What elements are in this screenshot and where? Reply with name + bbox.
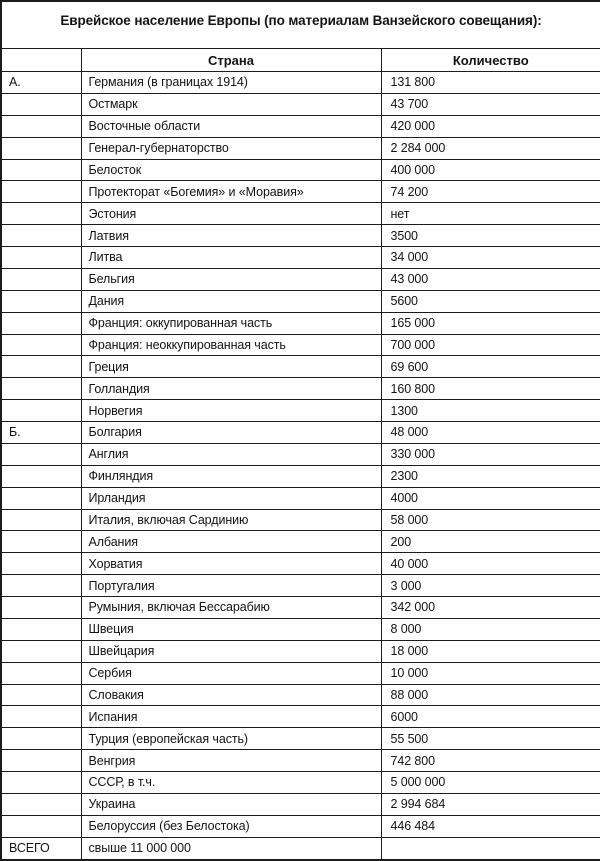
table-row bbox=[1, 378, 600, 400]
cell-country: Болгария bbox=[81, 422, 381, 444]
cell-group bbox=[1, 465, 81, 487]
table-row bbox=[1, 422, 600, 444]
cell-country: Албания bbox=[81, 531, 381, 553]
cell-count: 700 000 bbox=[381, 334, 600, 356]
cell-group bbox=[1, 93, 81, 115]
table-row bbox=[1, 312, 600, 334]
cell-country: Португалия bbox=[81, 575, 381, 597]
table-row bbox=[1, 597, 600, 619]
cell-group bbox=[1, 815, 81, 837]
cell-count: 43 700 bbox=[381, 93, 600, 115]
cell-group bbox=[1, 531, 81, 553]
cell-count: 74 200 bbox=[381, 181, 600, 203]
cell-count: 330 000 bbox=[381, 443, 600, 465]
table-row bbox=[1, 793, 600, 815]
cell-country: Англия bbox=[81, 443, 381, 465]
cell-country: Франция: неоккупированная часть bbox=[81, 334, 381, 356]
cell-country: СССР, в т.ч. bbox=[81, 772, 381, 794]
cell-group bbox=[1, 290, 81, 312]
cell-group bbox=[1, 268, 81, 290]
table-row bbox=[1, 159, 600, 181]
cell-country: Белосток bbox=[81, 159, 381, 181]
table-row bbox=[1, 268, 600, 290]
cell-country: Белоруссия (без Белостока) bbox=[81, 815, 381, 837]
cell-group bbox=[1, 378, 81, 400]
table-row bbox=[1, 115, 600, 137]
cell-group bbox=[1, 137, 81, 159]
cell-group bbox=[1, 225, 81, 247]
table-row bbox=[1, 706, 600, 728]
cell-group bbox=[1, 575, 81, 597]
cell-count bbox=[381, 837, 600, 860]
cell-country: Венгрия bbox=[81, 750, 381, 772]
cell-count: 2300 bbox=[381, 465, 600, 487]
cell-group bbox=[1, 487, 81, 509]
cell-country: Протекторат «Богемия» и «Моравия» bbox=[81, 181, 381, 203]
cell-count: 10 000 bbox=[381, 662, 600, 684]
cell-count: 160 800 bbox=[381, 378, 600, 400]
cell-country: Италия, включая Сардинию bbox=[81, 509, 381, 531]
cell-country: Генерал-губернаторство bbox=[81, 137, 381, 159]
cell-group bbox=[1, 618, 81, 640]
table-row bbox=[1, 290, 600, 312]
cell-count: 6000 bbox=[381, 706, 600, 728]
cell-country: Эстония bbox=[81, 203, 381, 225]
cell-count: 3500 bbox=[381, 225, 600, 247]
cell-count: 200 bbox=[381, 531, 600, 553]
cell-country: Бельгия bbox=[81, 268, 381, 290]
cell-count: 1300 bbox=[381, 400, 600, 422]
cell-count: 400 000 bbox=[381, 159, 600, 181]
cell-count: 2 994 684 bbox=[381, 793, 600, 815]
cell-count: 165 000 bbox=[381, 312, 600, 334]
cell-country: Украина bbox=[81, 793, 381, 815]
cell-group bbox=[1, 509, 81, 531]
table-row bbox=[1, 443, 600, 465]
cell-count: 4000 bbox=[381, 487, 600, 509]
cell-group: ВСЕГО bbox=[1, 837, 81, 860]
cell-country: Латвия bbox=[81, 225, 381, 247]
cell-group bbox=[1, 334, 81, 356]
cell-country: Словакия bbox=[81, 684, 381, 706]
table-row bbox=[1, 509, 600, 531]
cell-country: Финляндия bbox=[81, 465, 381, 487]
cell-country: Турция (европейская часть) bbox=[81, 728, 381, 750]
table-row bbox=[1, 815, 600, 837]
cell-country: Франция: оккупированная часть bbox=[81, 312, 381, 334]
table-row bbox=[1, 553, 600, 575]
table-title: Еврейское население Европы (по материалам Ванзейского совещания): bbox=[1, 1, 600, 49]
title-row bbox=[1, 1, 600, 49]
header-row bbox=[1, 49, 600, 72]
cell-country: Румыния, включая Бессарабию bbox=[81, 597, 381, 619]
cell-count: 48 000 bbox=[381, 422, 600, 444]
table-row bbox=[1, 837, 600, 860]
cell-group bbox=[1, 159, 81, 181]
cell-count: 58 000 bbox=[381, 509, 600, 531]
header-count: Количество bbox=[381, 49, 600, 72]
table-row bbox=[1, 575, 600, 597]
table-row bbox=[1, 640, 600, 662]
table-row bbox=[1, 772, 600, 794]
cell-count: 446 484 bbox=[381, 815, 600, 837]
table-row bbox=[1, 137, 600, 159]
cell-group bbox=[1, 400, 81, 422]
cell-country: Голландия bbox=[81, 378, 381, 400]
cell-country: Германия (в границах 1914) bbox=[81, 72, 381, 94]
cell-count: 2 284 000 bbox=[381, 137, 600, 159]
cell-group bbox=[1, 597, 81, 619]
cell-group bbox=[1, 772, 81, 794]
cell-group bbox=[1, 181, 81, 203]
cell-group bbox=[1, 793, 81, 815]
table-row bbox=[1, 72, 600, 94]
cell-group bbox=[1, 203, 81, 225]
table-row bbox=[1, 662, 600, 684]
cell-group bbox=[1, 728, 81, 750]
cell-group bbox=[1, 684, 81, 706]
cell-group bbox=[1, 312, 81, 334]
cell-count: 342 000 bbox=[381, 597, 600, 619]
cell-count: 18 000 bbox=[381, 640, 600, 662]
cell-group bbox=[1, 662, 81, 684]
cell-group bbox=[1, 443, 81, 465]
cell-group bbox=[1, 356, 81, 378]
cell-country: Восточные области bbox=[81, 115, 381, 137]
cell-count: 55 500 bbox=[381, 728, 600, 750]
cell-count: 5 000 000 bbox=[381, 772, 600, 794]
cell-group bbox=[1, 115, 81, 137]
cell-count: 742 800 bbox=[381, 750, 600, 772]
cell-country: Норвегия bbox=[81, 400, 381, 422]
cell-count: 34 000 bbox=[381, 247, 600, 269]
table-row bbox=[1, 684, 600, 706]
cell-count: 69 600 bbox=[381, 356, 600, 378]
cell-group: Б. bbox=[1, 422, 81, 444]
cell-count: 420 000 bbox=[381, 115, 600, 137]
cell-country: Литва bbox=[81, 247, 381, 269]
cell-country: Хорватия bbox=[81, 553, 381, 575]
table-row bbox=[1, 181, 600, 203]
cell-group: А. bbox=[1, 72, 81, 94]
cell-count: 5600 bbox=[381, 290, 600, 312]
cell-country: Сербия bbox=[81, 662, 381, 684]
table-row bbox=[1, 750, 600, 772]
cell-group bbox=[1, 640, 81, 662]
cell-count: 43 000 bbox=[381, 268, 600, 290]
header-country: Страна bbox=[81, 49, 381, 72]
table-row bbox=[1, 334, 600, 356]
table-row bbox=[1, 247, 600, 269]
table-row bbox=[1, 531, 600, 553]
cell-count: 131 800 bbox=[381, 72, 600, 94]
table-row bbox=[1, 487, 600, 509]
cell-group bbox=[1, 750, 81, 772]
cell-group bbox=[1, 706, 81, 728]
cell-group bbox=[1, 247, 81, 269]
table-row bbox=[1, 465, 600, 487]
header-group-empty bbox=[1, 49, 81, 72]
table-row bbox=[1, 728, 600, 750]
cell-country: Ирландия bbox=[81, 487, 381, 509]
table-body bbox=[1, 72, 600, 861]
cell-country: Испания bbox=[81, 706, 381, 728]
cell-count: 40 000 bbox=[381, 553, 600, 575]
cell-count: 3 000 bbox=[381, 575, 600, 597]
table-row bbox=[1, 356, 600, 378]
cell-count: 8 000 bbox=[381, 618, 600, 640]
table-row bbox=[1, 93, 600, 115]
cell-country: Дания bbox=[81, 290, 381, 312]
cell-country: Греция bbox=[81, 356, 381, 378]
cell-country: Швеция bbox=[81, 618, 381, 640]
cell-country: Швейцария bbox=[81, 640, 381, 662]
cell-group bbox=[1, 553, 81, 575]
table-row bbox=[1, 225, 600, 247]
cell-country: свыше 11 000 000 bbox=[81, 837, 381, 860]
cell-count: 88 000 bbox=[381, 684, 600, 706]
table-row bbox=[1, 400, 600, 422]
table-row bbox=[1, 203, 600, 225]
cell-count: нет bbox=[381, 203, 600, 225]
table-row bbox=[1, 618, 600, 640]
cell-country: Остмарк bbox=[81, 93, 381, 115]
